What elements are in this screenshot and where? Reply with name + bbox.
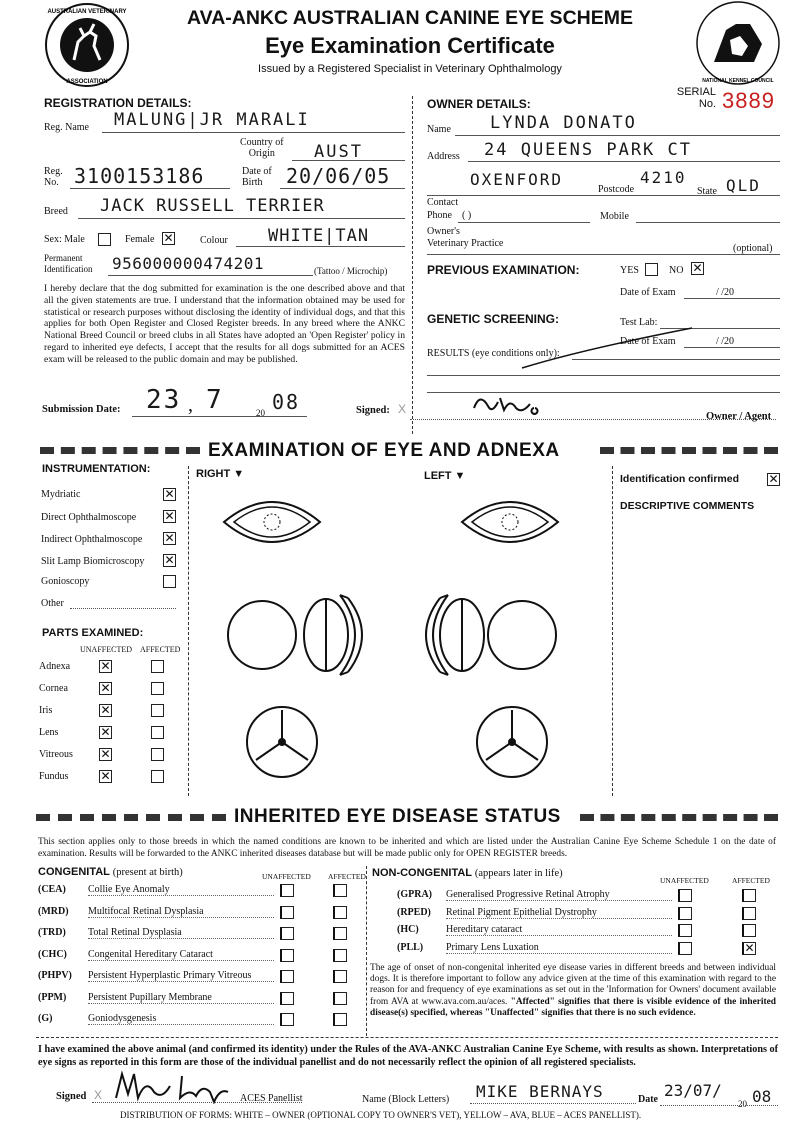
- congenital-affected-checkbox[interactable]: [333, 970, 347, 983]
- noncongenital-unaffected-checkbox[interactable]: [678, 889, 692, 902]
- instrument-label-4: Gonioscopy: [41, 576, 90, 587]
- part-affected-0[interactable]: [151, 660, 164, 673]
- registration-heading: REGISTRATION DETAILS:: [44, 96, 192, 110]
- descriptive-heading: DESCRIPTIVE COMMENTS: [620, 500, 755, 512]
- part-unaffected-0[interactable]: ✕: [100, 659, 111, 673]
- congenital-unaffected-checkbox[interactable]: [280, 1013, 294, 1026]
- congenital-affected-checkbox[interactable]: [333, 884, 347, 897]
- results-line-3: [427, 392, 780, 393]
- part-label-3: Lens: [39, 727, 59, 738]
- onset-text-2: "Affected" signifies that there is visible evidence of the inherited disease(s) specified, whereas "Unaffected" signifies that there is no such evidence.: [370, 996, 777, 1018]
- parts-affected-label: AFFECTED: [140, 645, 181, 654]
- eye-diagrams: [190, 480, 610, 780]
- onset-text-1: The age of onset of non-congenital inherited eye disease varies in different breeds and between individual dogs. It is therefore important to follow any advice given at the time of this examination with regard to the reason for and frequency of eye examinations as set out in the 'Information for Owners' document available from AVA at www.ava.com.au/aces.: [370, 963, 776, 1007]
- results-line-2: [427, 375, 780, 376]
- breed-value[interactable]: JACK RUSSELL TERRIER: [100, 196, 325, 216]
- congenital-code: (PPM): [38, 991, 67, 1003]
- congenital-unaffected-label: UNAFFECTED: [262, 872, 311, 881]
- block-letters-label: Name (Block Letters): [362, 1094, 450, 1105]
- parts-unaffected-label: UNAFFECTED: [80, 645, 133, 654]
- instrument-checkbox-2[interactable]: ✕: [164, 531, 175, 545]
- instrument-checkbox-0[interactable]: ✕: [164, 487, 175, 501]
- noncongenital-leader: [446, 900, 672, 901]
- part-affected-5[interactable]: [151, 770, 164, 783]
- exam-divider-right: [612, 466, 613, 796]
- exam-divider-left: [188, 466, 189, 796]
- reg-name-line: [102, 132, 405, 133]
- noncongenital-name: Primary Lens Luxation: [446, 941, 539, 953]
- left-fundus-diagram[interactable]: [477, 707, 547, 777]
- previous-yes-checkbox[interactable]: [645, 263, 658, 276]
- congenital-name: Persistent Hyperplastic Primary Vitreous: [88, 970, 252, 981]
- noncongenital-code: (RPED): [397, 906, 431, 918]
- right-eye-external-diagram[interactable]: [224, 502, 320, 542]
- submission-year[interactable]: 08: [272, 390, 301, 414]
- dob-label-2: Birth: [242, 177, 263, 188]
- panellist-name-line: [470, 1103, 636, 1104]
- congenital-name: Collie Eye Anomaly: [88, 884, 170, 895]
- part-unaffected-4[interactable]: ✕: [100, 747, 111, 761]
- congenital-code: (CEA): [38, 884, 66, 895]
- reg-name-value[interactable]: MALUNG|JR MARALI: [114, 110, 310, 130]
- address-line1[interactable]: 24 QUEENS PARK CT: [484, 140, 692, 160]
- footer-dash: [36, 1037, 778, 1038]
- country-label-2: Origin: [248, 148, 275, 159]
- sex-label: Sex: Male: [44, 234, 85, 245]
- congenital-unaffected-checkbox[interactable]: [280, 992, 294, 1005]
- congenital-unaffected-checkbox[interactable]: [280, 927, 294, 940]
- onset-text: [370, 963, 776, 1019]
- submission-comma: ,: [188, 394, 193, 416]
- signed-label: Signed:: [356, 405, 390, 416]
- dob-value[interactable]: 20/06/05: [286, 164, 391, 188]
- panellist-signature: [110, 1068, 250, 1104]
- noncongenital-name: Retinal Pigment Epithelial Dystrophy: [446, 906, 597, 918]
- instrument-checkbox-4[interactable]: [163, 575, 176, 588]
- id-confirmed-checkbox[interactable]: ✕: [768, 472, 779, 486]
- congenital-affected-checkbox[interactable]: [333, 949, 347, 962]
- ankc-logo: [690, 0, 786, 86]
- owner-heading: OWNER DETAILS:: [427, 97, 531, 111]
- exam-banner: EXAMINATION OF EYE AND ADNEXA: [202, 440, 566, 462]
- part-affected-4[interactable]: [151, 748, 164, 761]
- noncongenital-name: Generalised Progressive Retinal Atrophy: [446, 889, 610, 900]
- noncongenital-affected-checkbox[interactable]: [742, 924, 756, 937]
- state-value[interactable]: QLD: [726, 176, 761, 195]
- breed-line: [78, 218, 405, 219]
- noncongenital-affected-checkbox[interactable]: [742, 889, 756, 902]
- panellist-name[interactable]: MIKE BERNAYS: [476, 1082, 604, 1101]
- svg-text:AUSTRALIAN VETERINARY: AUSTRALIAN VETERINARY: [47, 9, 127, 15]
- congenital-affected-checkbox[interactable]: [333, 927, 347, 940]
- right-fundus-diagram[interactable]: [247, 707, 317, 777]
- colour-label: Colour: [200, 235, 228, 246]
- part-unaffected-2[interactable]: ✕: [100, 703, 111, 717]
- congenital-leader: [88, 895, 274, 896]
- congenital-affected-checkbox[interactable]: [333, 906, 347, 919]
- serial-label-1: SERIAL: [676, 86, 716, 98]
- noncongenital-leader: [446, 918, 672, 919]
- congenital-heading-text: CONGENITAL: [38, 866, 110, 878]
- footer-signed-label: Signed: [56, 1091, 87, 1102]
- footer-date-line: [660, 1105, 778, 1106]
- perm-id-label-1: Permanent: [44, 253, 83, 263]
- vet-label-1: Owner's: [427, 226, 460, 237]
- serial-label: [676, 86, 716, 110]
- noncongenital-unaffected-checkbox[interactable]: [678, 907, 692, 920]
- instrumentation-heading: INSTRUMENTATION:: [42, 463, 151, 475]
- female-checkbox[interactable]: ✕: [163, 231, 174, 245]
- perm-id-label-2: Identification: [44, 264, 93, 274]
- congenital-leader: [88, 960, 274, 961]
- right-lens-diagram[interactable]: [228, 595, 362, 675]
- part-label-5: Fundus: [39, 771, 69, 782]
- previous-no-checkbox[interactable]: ✕: [692, 261, 703, 275]
- results-strike: [520, 322, 700, 372]
- part-affected-1[interactable]: [151, 682, 164, 695]
- part-label-0: Adnexa: [39, 661, 71, 672]
- owner-agent-label: Owner / Agent: [706, 411, 772, 422]
- address-line2-rule: [427, 195, 780, 196]
- instrument-checkbox-3[interactable]: ✕: [164, 553, 175, 567]
- owner-name-line: [455, 135, 780, 136]
- female-label: Female: [125, 234, 155, 245]
- part-unaffected-5[interactable]: ✕: [100, 769, 111, 783]
- noncongenital-code: (PLL): [397, 941, 424, 953]
- congenital-affected-label: AFFECTED: [328, 872, 366, 881]
- vet-line: [427, 254, 780, 255]
- reg-name-label: Reg. Name: [44, 122, 89, 133]
- noncongenital-heading-text: NON-CONGENITAL: [372, 867, 472, 879]
- congenital-leader: [88, 1003, 274, 1004]
- footer-date-prefix: 20: [738, 1099, 747, 1109]
- vet-optional: (optional): [733, 243, 773, 254]
- perm-id-line: [108, 275, 313, 276]
- svg-text:ASSOCIATION: ASSOCIATION: [66, 79, 108, 85]
- inherited-banner: INHERITED EYE DISEASE STATUS: [228, 806, 567, 828]
- congenital-code: (TRD): [38, 927, 66, 938]
- breed-label: Breed: [44, 206, 68, 217]
- dob-label-1: Date of: [242, 166, 272, 177]
- reg-no-label-1: Reg.: [44, 166, 63, 177]
- declaration-text: I hereby declare that the dog submitted for examination is the one described above and that all the given statements are true. I understand that the information obtained may be used for statistical or research purposes without disclosing the identity of individual dogs, and that this applies for both Open Register and Closed Register breeds. In any breed where the ANKC National Breed Council or breed clubs in all States have adopted an 'Open Register' policy in regard to inherited eye defects, I accept that the results for all dogs submitted for an ACES exam will be released to the public domain and may be published.: [44, 283, 405, 365]
- instrument-label-5: Other: [41, 598, 64, 609]
- exam-dash-right: [600, 447, 778, 454]
- congenital-heading: [38, 866, 183, 878]
- parts-heading: PARTS EXAMINED:: [42, 627, 144, 639]
- noncongenital-unaffected-checkbox[interactable]: [678, 942, 692, 955]
- test-lab-label: Test Lab:: [620, 317, 658, 328]
- postcode-label: Postcode: [598, 184, 635, 195]
- reg-no-label-2: No.: [44, 177, 59, 188]
- ava-logo: [44, 2, 130, 88]
- submission-date-label: Submission Date:: [42, 404, 121, 415]
- congenital-affected-checkbox[interactable]: [333, 992, 347, 1005]
- part-label-4: Vitreous: [39, 749, 73, 760]
- congenital-unaffected-checkbox[interactable]: [280, 884, 294, 897]
- congenital-code: (PHPV): [38, 970, 72, 981]
- part-affected-3[interactable]: [151, 726, 164, 739]
- instrument-other-line: [70, 608, 176, 609]
- congenital-name: Multifocal Retinal Dysplasia: [88, 905, 204, 917]
- previous-date-slashes[interactable]: / /20: [716, 287, 735, 298]
- results-label: RESULTS (eye conditions only):: [427, 348, 560, 359]
- dob-label: [242, 166, 272, 188]
- congenital-name: Goniodysgenesis: [88, 1013, 157, 1024]
- left-lens-diagram[interactable]: [426, 595, 556, 675]
- id-confirmed-label: Identification confirmed: [620, 473, 740, 485]
- part-label-1: Cornea: [39, 683, 68, 694]
- phone-parens[interactable]: ( ): [462, 210, 472, 221]
- exam-dash-left: [40, 447, 200, 454]
- address-line2[interactable]: OXENFORD: [470, 170, 564, 189]
- part-label-2: Iris: [39, 705, 53, 716]
- contact-label-2: Phone: [427, 210, 452, 221]
- footer-date-label: Date: [638, 1094, 658, 1105]
- congenital-affected-checkbox[interactable]: [333, 1013, 347, 1026]
- part-unaffected-3[interactable]: ✕: [100, 725, 111, 739]
- instrument-label-0: Mydriatic: [41, 489, 81, 500]
- panellist-label: ACES Panellist: [240, 1093, 303, 1104]
- footer-signed-x: X: [94, 1088, 103, 1102]
- perm-id-note: (Tattoo / Microchip): [314, 266, 388, 276]
- mobile-label: Mobile: [600, 211, 629, 222]
- genetic-heading: GENETIC SCREENING:: [427, 312, 560, 326]
- noncongenital-name: Hereditary cataract: [446, 924, 523, 935]
- contact-label-1: Contact: [427, 197, 459, 208]
- previous-heading: PREVIOUS EXAMINATION:: [427, 263, 580, 277]
- congenital-leader: [88, 938, 274, 939]
- congenital-code: (MRD): [38, 905, 69, 917]
- previous-date-line: [684, 298, 780, 299]
- submission-day[interactable]: 23: [146, 385, 182, 415]
- noncongenital-heading-sub: (appears later in life): [474, 868, 563, 879]
- congenital-name: Persistent Pupillary Membrane: [88, 991, 212, 1003]
- noncongenital-code: (GPRA): [397, 889, 432, 900]
- owner-name-value[interactable]: LYNDA DONATO: [490, 113, 637, 133]
- noncongenital-affected-checkbox[interactable]: ✕: [742, 942, 756, 955]
- country-line: [292, 160, 405, 161]
- perm-id-label: [44, 253, 92, 275]
- left-eye-external-diagram[interactable]: [462, 502, 558, 542]
- footer-date-year[interactable]: 08: [752, 1087, 772, 1106]
- congenital-name: Total Retinal Dysplasia: [88, 927, 182, 938]
- right-eye-label: RIGHT ▼: [196, 468, 245, 480]
- dob-line: [280, 188, 405, 189]
- noncongenital-affected-checkbox[interactable]: [742, 907, 756, 920]
- noncongenital-code: (HC): [397, 924, 419, 935]
- state-label: State: [697, 186, 717, 197]
- country-label: [240, 137, 284, 159]
- congenital-unaffected-checkbox[interactable]: [280, 949, 294, 962]
- country-value[interactable]: AUST: [314, 142, 363, 162]
- postcode-value[interactable]: 4210: [640, 168, 687, 187]
- instrument-label-1: Direct Ophthalmoscope: [41, 512, 137, 523]
- reg-no-label: [44, 166, 63, 188]
- top-divider: [412, 96, 413, 434]
- congenital-code: (G): [38, 1013, 53, 1024]
- svg-text:NATIONAL KENNEL COUNCIL: NATIONAL KENNEL COUNCIL: [702, 78, 774, 84]
- mobile-line: [636, 222, 780, 223]
- perm-id-value[interactable]: 956000000474201: [112, 254, 264, 273]
- left-eye-label: LEFT ▼: [424, 470, 466, 482]
- male-checkbox[interactable]: [98, 233, 111, 246]
- part-unaffected-1[interactable]: ✕: [100, 681, 111, 695]
- signed-x: X: [398, 402, 407, 416]
- noncongenital-unaffected-checkbox[interactable]: [678, 924, 692, 937]
- reg-no-value[interactable]: 3100153186: [74, 164, 205, 188]
- address-label: Address: [427, 151, 460, 162]
- reg-no-line: [70, 188, 230, 189]
- distribution-note: DISTRIBUTION OF FORMS: WHITE – OWNER (OPTIONAL COPY TO OWNER'S VET), YELLOW – AVA, BLUE – ACES PANELLIST).: [120, 1110, 642, 1120]
- phone-line: [458, 222, 590, 223]
- form-title: AVA-ANKC AUSTRALIAN CANINE EYE SCHEME: [187, 7, 633, 29]
- congenital-leader: [88, 917, 274, 918]
- congenital-leader: [88, 1024, 274, 1025]
- vet-label-2: Veterinary Practice: [427, 238, 504, 249]
- congenital-leader: [88, 981, 274, 982]
- colour-value[interactable]: WHITE|TAN: [268, 226, 370, 246]
- instrument-checkbox-1[interactable]: ✕: [164, 509, 175, 523]
- inherited-intro: This section applies only to those breeds in which the named conditions are known to be inherited and which are listed under the Australian Canine Eye Scheme Schedule 1 on the date of examination. Results will be forwarded to the ANKC inherited diseases database but will be made public only for OPEN REGISTER breeds.: [38, 837, 776, 859]
- inherited-dash-right: [580, 814, 778, 821]
- genetic-date-slashes[interactable]: / /20: [716, 336, 735, 347]
- congenital-unaffected-checkbox[interactable]: [280, 906, 294, 919]
- footer-date-value[interactable]: 23/07/: [664, 1081, 722, 1100]
- form-subtitle: Eye Examination Certificate: [265, 33, 555, 58]
- contact-label: [427, 196, 458, 222]
- country-label-1: Country of: [240, 137, 284, 148]
- congenital-heading-sub: (present at birth): [112, 867, 183, 878]
- previous-date-label: Date of Exam: [620, 287, 676, 298]
- inherited-divider: [366, 866, 367, 1036]
- inherited-dash-left: [36, 814, 226, 821]
- genetic-date-label: Date of Exam: [620, 336, 676, 347]
- submission-year-prefix: 20: [256, 408, 265, 418]
- issued-note: Issued by a Registered Specialist in Veterinary Ophthalmology: [258, 63, 562, 75]
- part-affected-2[interactable]: [151, 704, 164, 717]
- noncongenital-leader: [446, 935, 672, 936]
- instrument-label-2: Indirect Ophthalmoscope: [41, 534, 143, 545]
- noncongenital-affected-label: AFFECTED: [732, 876, 770, 885]
- previous-yes-label: YES: [620, 265, 639, 276]
- footer-statement: I have examined the above animal (and confirmed its identity) under the Rules of the AVA-ANKC Australian Canine Eye Scheme, with results as shown. Interpretations of eye signs as reported in this form are those of the individual panellist and do not necessarily reflect the opinion of all registered specialists.: [38, 1044, 778, 1068]
- address-line1-rule: [468, 161, 780, 162]
- congenital-code: (CHC): [38, 948, 67, 960]
- owner-name-label: Name: [427, 124, 451, 135]
- noncongenital-heading: [372, 867, 563, 879]
- congenital-name: Congenital Hereditary Cataract: [88, 948, 213, 960]
- noncongenital-unaffected-label: UNAFFECTED: [660, 876, 709, 885]
- noncongenital-leader: [446, 953, 672, 954]
- serial-label-2: No.: [698, 98, 716, 110]
- submission-month[interactable]: 7: [206, 385, 224, 415]
- congenital-unaffected-checkbox[interactable]: [280, 970, 294, 983]
- instrument-label-3: Slit Lamp Biomicroscopy: [41, 556, 145, 567]
- previous-no-label: NO: [669, 265, 684, 276]
- vet-label: [427, 226, 503, 250]
- submission-line: [132, 416, 307, 417]
- serial-number: 3889: [722, 88, 775, 113]
- colour-line: [236, 246, 405, 247]
